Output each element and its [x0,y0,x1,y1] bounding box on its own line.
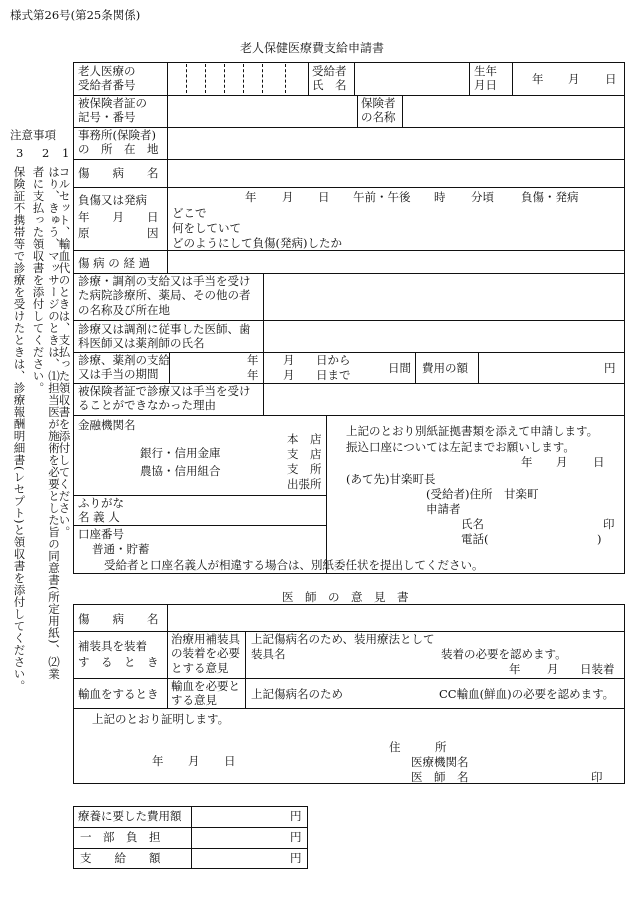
note-number-2: 2 [42,146,50,160]
note-2-text: はり、きゅう、マッサージのときは、⑴担当医が施術を必要とした旨の同意書(所定用紙)、⑵業者に支払った領収書を添付してください。 [31,166,62,680]
doctor-name-label: 医 師 名 [411,770,469,784]
note-number-3: 3 [16,146,24,160]
injury-minute: 分頃 [471,190,494,204]
birth-year-unit: 年 [532,72,544,86]
injury-month: 月 [282,190,294,204]
account-number-label: 口座番号 [78,527,124,541]
branch-type-4: 出張所 [287,477,322,491]
request-day-unit: 日 [593,455,605,469]
note-1-text: コルセット、輸血代のときは、支払った領収書を添付してください。 [57,166,72,538]
form-number: 様式第26号(第25条関係) [10,8,141,22]
equip-year: 年 [509,662,521,676]
treating-doctor-label: 診療又は調剤に従事した医師、歯 科医師又は薬剤師の氏名 [78,322,251,351]
phone-label: 電話( [461,532,489,546]
transfusion-sub-label: 輸血を必要と する意見 [171,679,240,708]
recipient-number-label: 老人医療の 受給者番号 [78,64,136,93]
account-holder-field[interactable] [150,497,324,524]
furigana-label: ふりがな [78,496,124,510]
applicant-seal: 印 [603,517,615,531]
summary-unit-payment: 円 [290,851,302,865]
transfusion-text-2: CC輸血(鮮血)の必要を認めます。 [439,687,615,701]
recipient-name-field[interactable] [356,64,467,93]
bank-type-1: 銀行・信用金庫 [140,446,221,460]
injury-ampm: 午前・午後 [353,190,411,204]
bank-institution-label: 金融機関名 [78,418,136,432]
branch-type-1: 本 店 [287,432,322,446]
transfusion-text-1: 上記傷病名のため [251,687,343,701]
certify-month: 月 [188,754,200,768]
account-type: 普通・貯蓄 [92,542,150,556]
cost-unit: 円 [604,361,616,375]
equip-line-3: 装着の必要を認めます。 [441,647,567,661]
equip-label: 補装具を装着 す る と き [78,639,159,670]
bank-type-2: 農協・信用組合 [140,464,221,478]
summary-label-payment: 支 給 額 [80,851,161,865]
course-label: 傷 病 の 経 過 [78,256,151,270]
injury-doing: 何をしていて [172,221,241,235]
equip-line-1: 上記傷病名のため、装用療法として [251,632,435,646]
facility-field[interactable] [265,275,623,319]
notes-heading: 注意事項 [10,128,56,142]
birth-day-unit: 日 [605,72,617,86]
birth-date-label: 生年 月日 [474,64,497,93]
office-address-label: 事務所(保険者) の 所 在 地 [78,128,159,157]
recipient-address: (受給者)住所 甘楽町 [426,487,539,501]
request-month-unit: 月 [556,455,568,469]
applicant-name-label: 氏名 [461,517,484,531]
injury-type: 負傷・発病 [521,190,579,204]
request-line-1: 上記のとおり別紙証拠書類を添えて申請します。 [346,424,599,438]
period-to-day: 日まで [316,368,351,382]
recipient-number-field[interactable] [169,64,307,93]
doctor-address-label: 住 所 [389,740,447,754]
doctor-institution-label: 医療機関名 [411,755,469,769]
birth-month-unit: 月 [568,72,580,86]
form-title: 老人保健医療費支給申請書 [240,41,385,55]
request-year-unit: 年 [521,455,533,469]
disease-name-label: 傷 病 名 [78,166,159,180]
injury-day: 日 [318,190,330,204]
certify-text: 上記のとおり証明します。 [92,712,230,726]
opinion-title: 医 師 の 意 見 書 [282,590,409,604]
branch-type-3: 支 所 [287,462,322,476]
injury-hour: 時 [434,190,446,204]
doctor-seal: 印 [591,770,603,784]
summary-label-total-cost: 療養に要した費用額 [78,809,182,823]
branch-type-2: 支 店 [287,447,322,461]
summary-unit-copay: 円 [290,830,302,844]
opinion-disease-label: 傷 病 名 [78,612,159,626]
recipient-name-label: 受給者 氏 名 [312,64,347,93]
equip-month: 月 [547,662,559,676]
summary-label-copay: 一 部 負 担 [80,830,161,844]
period-from-day: 日から [316,353,351,367]
addressee: (あて先)甘楽町長 [346,472,436,486]
disease-name-field[interactable] [169,161,623,185]
equip-line-2: 装具名 [251,647,286,661]
injury-where: どこで [172,206,207,220]
treating-doctor-field[interactable] [265,322,623,351]
reason-label: 被保険者証で診療又は手当を受け ることができなかった理由 [78,384,251,413]
certify-year: 年 [152,754,164,768]
account-holder-label: 名 義 人 [78,510,120,524]
insured-card-field[interactable] [169,97,355,125]
equip-day: 日装着 [580,662,615,676]
equip-sub-label: 治療用補装具 の装着を必要 とする意見 [171,632,240,675]
opinion-disease-field[interactable] [169,606,623,630]
note-number-1: 1 [62,146,70,160]
insurer-name-label: 保険者 の名称 [361,96,396,125]
applicant-label: 申請者 [426,502,461,516]
facility-label: 診療・調剤の支給又は手当を受け た病院診療所、薬局、その他の者 の名称及び所在地 [78,274,251,317]
proxy-note: 受給者と口座名義人が相違する場合は、別紙委任状を提出してください。 [104,558,484,572]
office-address-field[interactable] [169,129,623,157]
course-field[interactable] [169,252,623,272]
insurer-name-field[interactable] [404,97,622,125]
period-to-month: 月 [283,368,295,382]
period-label: 診療、薬剤の支給 又は手当の期間 [78,353,170,382]
request-line-2: 振込口座については左記までお願いします。 [346,440,575,454]
phone-close: ) [597,532,602,546]
cost-label: 費用の額 [422,361,468,375]
certify-day: 日 [224,754,236,768]
insured-card-label: 被保険者証の 記号・番号 [78,96,147,125]
injury-how: どのようにして負傷(発病)したか [172,236,342,250]
note-3-text: 保険証不携帯等で診療を受けたときは、診療報酬明細書(レセプト)と領収書を添付してください。 [12,166,27,692]
period-from-month: 月 [283,353,295,367]
reason-field[interactable] [265,385,623,414]
injury-date-cause-label: 負傷又は発病 年 月 日 原 因 [78,193,159,241]
summary-unit-total-cost: 円 [290,809,302,823]
period-to-year: 年 [247,368,259,382]
injury-year: 年 [245,190,257,204]
transfusion-label: 輸血をするとき [78,687,159,701]
days-unit: 日間 [388,361,411,375]
period-from-year: 年 [247,353,259,367]
